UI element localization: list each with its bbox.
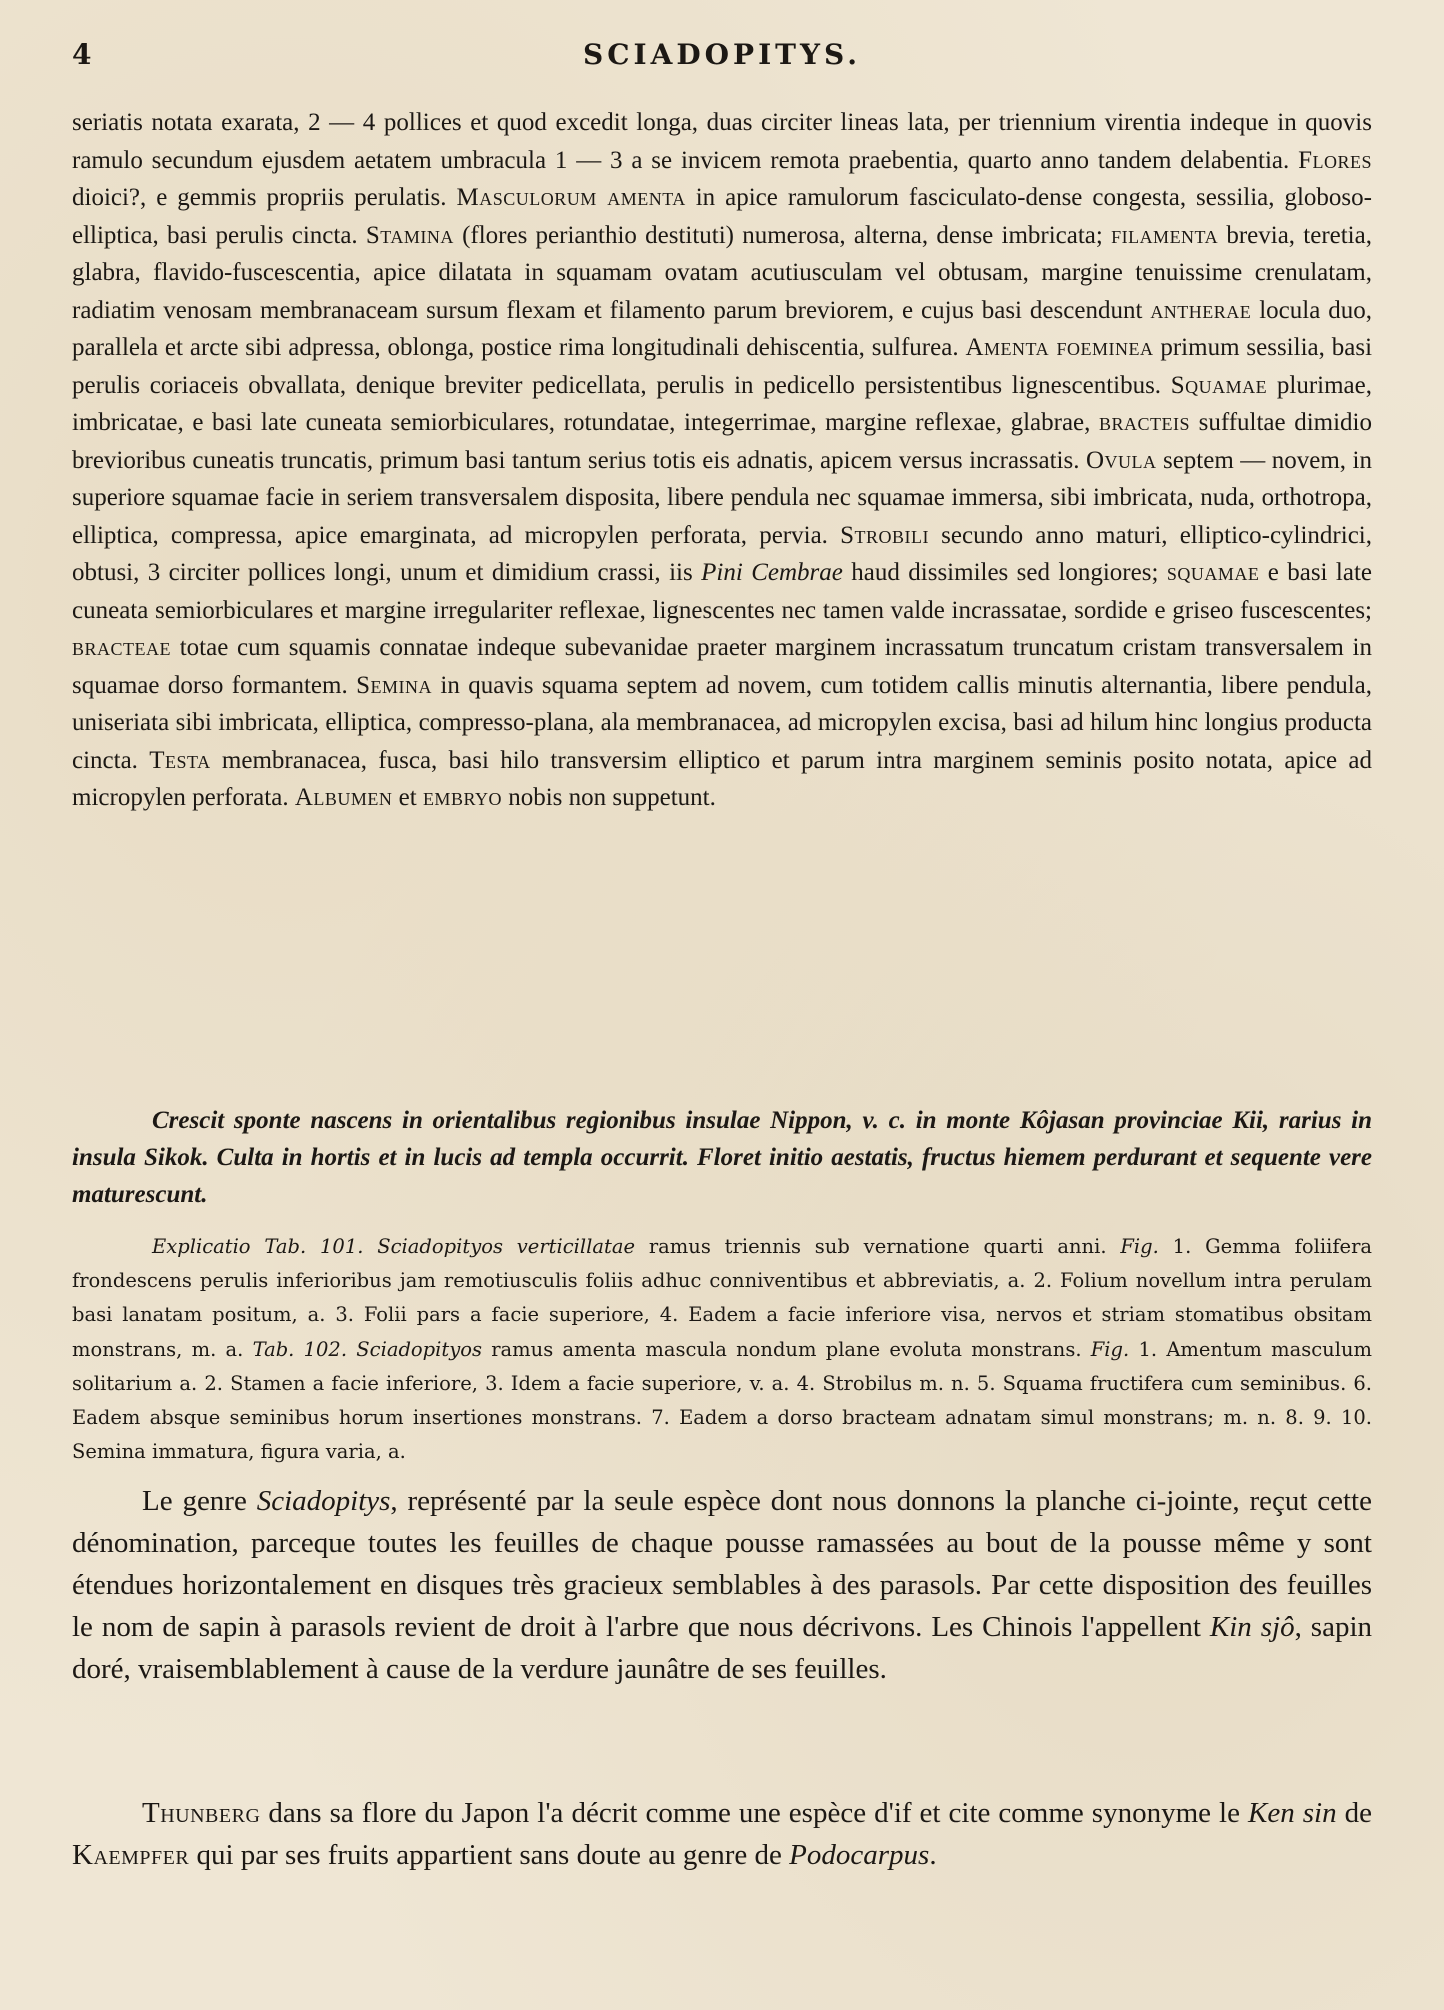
term: Amenta foeminea — [965, 334, 1154, 361]
text — [347, 1338, 356, 1361]
text: nobis non suppetunt. — [501, 784, 716, 811]
text: ramus triennis sub vernatione quarti anni. — [635, 1235, 1121, 1258]
term: Flores — [1298, 146, 1373, 174]
text: in apice ramulorum fasciculato-dense congesta, sessilia, globoso-elliptica, basi perulis cincta. — [72, 184, 1372, 249]
text: , sapin doré, vraisemblablement à cause de la verdure jaunâtre de ses feuilles. — [72, 1611, 1372, 1685]
text: Le genre — [142, 1485, 257, 1517]
term: bracteae — [72, 634, 172, 661]
text: primum sessilia, basi perulis coriaceis obvallata, denique breviter pedicellata, perulis in pedicello persistentibus lignescentibus. — [72, 334, 1373, 399]
author-name: Kaempfer — [72, 1839, 190, 1871]
page-header — [72, 38, 1372, 78]
text: in quavis squama septem ad novem, cum totidem callis minutis alternantia, libere pendula, uniseriata sibi imbricata, elliptica, compresso-plana, ala membranacea, ad micropylen excisa, basi ad hilum hinc longius producta cincta. — [72, 671, 1372, 774]
text: (flores perianthio destituti) numerosa, alterna, dense imbricata; — [453, 221, 1112, 249]
text: . — [929, 1839, 937, 1871]
text: , représenté par la seule espèce dont nous donnons la planche ci-jointe, reçut cette dénomination, parceque toutes les feuilles de chaque pousse ramassées au bout de la pousse même y sont étendues horizontalement en disques très gracieux semblables à des parasols. Par cette disposition des feuilles le nom de sapin à parasols revient de droit à l'arbre que nous décrivons. Les Chinois l'appellent — [72, 1485, 1372, 1643]
text: Fig. — [1120, 1235, 1159, 1258]
locality-paragraph: Crescit sponte nascens in orientalibus regionibus insulae Nippon, v. c. in monte Kôjasan provinciae Kii, rarius in insula Sikok. Culta in hortis et in lucis ad templa occurrit. Floret initio aestatis, fructus hiemem perdurant et sequente vere maturescunt. — [72, 1107, 1372, 1208]
text: locula duo, parallela et arcte sibi adpressa, oblonga, postice rima longitudinali dehiscentia, sulfurea. — [72, 296, 1372, 361]
term: Albumen — [294, 784, 393, 811]
running-title: SCIADOPITYS. — [583, 38, 861, 71]
text: suffultae dimidio brevioribus cuneatis truncatis, primum basi tantum serius totis eis adnatis, apicem versus incrassatis. — [72, 409, 1372, 474]
text: Explicatio Tab. 101. — [152, 1235, 364, 1258]
latin-description — [72, 104, 1372, 817]
term: Masculorum amenta — [456, 184, 686, 211]
species-name: Sciadopityos — [356, 1337, 482, 1361]
text: membranacea, fusca, basi hilo transversim elliptico et parum intra marginem seminis posito notata, apice ad micropylen perforata. — [72, 746, 1372, 811]
term: Squamae — [1170, 371, 1268, 399]
term: antherae — [1150, 296, 1252, 324]
text — [363, 1235, 377, 1258]
text: qui par ses fruits appartient sans doute au genre de — [189, 1839, 790, 1871]
text: septem — novem, in superiore squamae facie in seriem transversalem disposita, libere pendula nec squamae immersa, sibi imbricata, nuda, orthotropa, elliptica, compressa, apice emarginata, ad micropylen perforata, pervia. — [72, 446, 1372, 549]
french-paragraph-1 — [72, 1480, 1372, 1690]
term: embryo — [422, 784, 502, 811]
term: Semina — [356, 671, 432, 699]
french-paragraph-2 — [72, 1792, 1372, 1876]
chinese-name: Kin sjô — [1209, 1611, 1295, 1643]
text: ramus amenta mascula nondum plane evoluta monstrans. — [481, 1337, 1091, 1361]
synonym-name: Ken sin — [1248, 1797, 1337, 1829]
genus-name: Sciadopitys — [256, 1485, 391, 1517]
text: et — [392, 784, 423, 811]
term: Stamina — [365, 221, 454, 249]
plate-explanation — [72, 1230, 1372, 1469]
text: haud dissimiles sed longiores; — [842, 559, 1167, 586]
term: Strobili — [840, 521, 929, 549]
species-name: Pini Cembrae — [701, 559, 843, 586]
text: de — [1336, 1797, 1372, 1829]
term: Testa — [149, 746, 211, 774]
page-number: 4 — [72, 38, 92, 71]
species-name: Sciadopityos verticillatae — [377, 1235, 636, 1258]
text: totae cum squamis connatae indeque subevanidae praeter marginem incrassatum truncatum cristam transversalem in squamae dorso formantem. — [72, 634, 1372, 699]
text: Tab. 102. — [252, 1337, 348, 1361]
text: dioici?, e gemmis propriis perulatis. — [72, 184, 457, 211]
text: brevia, teretia, glabra, flavido-fuscescentia, apice dilatata in squamam ovatam acutiusculam vel obtusam, margine tenuissime crenulatam, radiatim venosam membranaceam sursum flexam et filamento parum breviorem, e cujus basi descendunt — [72, 221, 1372, 324]
author-name: Thunberg — [142, 1797, 261, 1829]
text: dans sa flore du Japon l'a décrit comme une espèce d'if et cite comme synonyme le — [260, 1797, 1248, 1829]
text: secundo anno maturi, elliptico-cylindrici, obtusi, 3 circiter pollices longi, unum et dimidium crassi, iis — [72, 521, 1372, 586]
term: squamae — [1166, 559, 1260, 586]
term: Ovula — [1085, 446, 1157, 474]
text: 1. Gemma foliifera frondescens perulis inferioribus jam remotiusculis foliis adhuc conniventibus et abbreviatis, a. 2. Folium novellum intra perulam basi lanatam positum, a. 3. Folii pars a facie superiore, 4. Eadem a facie inferiore visa, nervos et striam stomatibus obsitam monstrans, m. a. — [72, 1235, 1373, 1361]
term: bracteis — [1098, 409, 1190, 436]
text: seriatis notata exarata, 2 — 4 pollices et quod excedit longa, duas circiter lineas lata, per triennium virentia indeque in quovis ramulo secundum ejusdem aetatem umbracula 1 — 3 a se invicem remota praebentia, quarto anno tandem delabentia. — [72, 109, 1372, 174]
term: filamenta — [1111, 221, 1219, 249]
text: Fig. — [1090, 1337, 1130, 1361]
genus-name: Podocarpus — [789, 1839, 930, 1871]
text: 1. Amentum masculum solitarium a. 2. Stamen a facie inferiore, 3. Idem a facie superiore, v. a. 4. Strobilus m. n. 5. Squama fructifera cum seminibus. 6. Eadem absque seminibus horum insertiones monstrans. 7. Eadem a dorso bracteam adnatam simul monstrans; m. n. 8. 9. 10. Semina immatura, figura varia, a. — [72, 1337, 1373, 1464]
text: e basi late cuneata semiorbiculares et margine irregulariter reflexae, lignescentes nec tamen valde incrassatae, sordide e griseo fuscescentes; — [72, 559, 1372, 624]
text: plurimae, imbricatae, e basi late cuneata semiorbiculares, rotundatae, integerrimae, margine reflexae, glabrae, — [72, 371, 1372, 436]
